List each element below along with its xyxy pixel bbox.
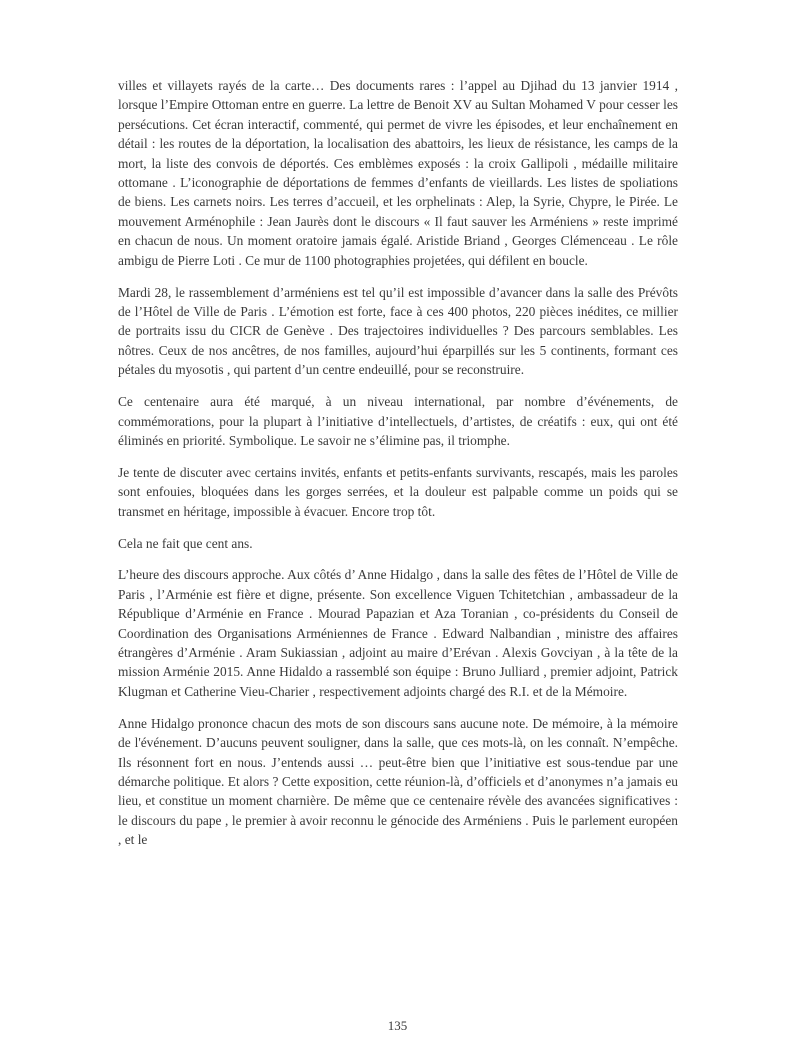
paragraph-6: L’heure des discours approche. Aux côtés d’ Anne Hidalgo , dans la salle des fêtes de l’Hôtel de Ville de Paris , l’Arménie est fière et digne, présente. Son excellence Viguen Tchitetchian , ambassadeur de la République d’Arménie en France . Mourad Papazian et Aza Toranian , co-présidents du Conseil de Coordination des Organisations Arméniennes de France . Edward Nalbandian , ministre des affaires étrangères d’Arménie . Aram Sukiassian , adjoint au maire d’Erévan . Alexis Govciyan , à la tête de la mission Arménie 2015. Anne Hidaldo a rassemblé son équipe : Bruno Julliard , premier adjoint, Patrick Klugman et Catherine Vieu-Charier , respectivement adjoints chargé des R.I. et de la Mémoire. xyxy=(118,567,678,699)
paragraph-7: Anne Hidalgo prononce chacun des mots de son discours sans aucune note. De mémoire, à la mémoire de l'événement. D’aucuns peuvent souligner, dans la salle, que ces mots-là, on les connaît. N’empêche. Ils résonnent fort en nous. J’entends aussi … peut-être bien que l’initiative est sous-tendue par une démarche politique. Et alors ? Cette exposition, cette réunion-là, d’officiels et d’anonymes n’a jamais eu lieu, et constitue un moment charnière. De même que ce centenaire révèle des avancées significatives : le discours du pape , le premier à avoir reconnu le génocide des Arméniens . Puis le parlement européen , et le xyxy=(118,715,678,848)
paragraph-5: Cela ne fait que cent ans. xyxy=(118,535,253,551)
paragraph-4: Je tente de discuter avec certains invités, enfants et petits-enfants survivants, rescapés, mais les paroles sont enfouies, bloquées dans les gorges serrées, et la douleur est palpable comme un poids qui se transmet en héritage, impossible à évacuer. Encore trop tôt. xyxy=(118,464,678,519)
paragraph-3: Ce centenaire aura été marqué, à un niveau international, par nombre d’événements, de commémorations, pour la plupart à l’initiative d’intellectuels, d’artistes, de créatifs : eux, qui ont été éliminés en priorité. Symbolique. Le savoir ne s’élimine pas, il triomphe. xyxy=(118,394,678,448)
page-number: 135 xyxy=(387,1018,408,1033)
page-body xyxy=(118,76,678,862)
paragraph-1: villes et villayets rayés de la carte… Des documents rares : l’appel au Djihad du 13 janvier 1914 , lorsque l’Empire Ottoman entre en guerre. La lettre de Benoit XV au Sultan Mohamed V pour cesser les persécutions. Cet écran interactif, commenté, qui permet de vivre les épisodes, et leur enchaînement en détail : les routes de la déportation, la localisation des abattoirs, les lieux de résistance, les camps de la mort, la liste des convois de déportés. Ces emblèmes exposés : la croix Gallipoli , médaille militaire ottomane . L’iconographie de déportations de femmes d’enfants de vieillards. Les listes de spoliations de biens. Les carnets noirs. Les terres d’accueil, et les orphelinats : Alep, la Syrie, Chypre, le Pirée. Le mouvement Arménophile : Jean Jaurès dont le discours « Il faut sauver les Arméniens » reste imprimé en chacun de nous. Un moment oratoire jamais égalé. Aristide Briand , Georges Clémenceau . Le rôle ambigu de Pierre Loti . Ce mur de 1100 photographies projetées, qui défilent en boucle. xyxy=(118,78,678,268)
paragraph-2: Mardi 28, le rassemblement d’arméniens est tel qu’il est impossible d’avancer dans la salle des Prévôts de l’Hôtel de Ville de Paris . L’émotion est forte, face à ces 400 photos, 220 pièces inédites, ce millier de portraits issu du CICR de Genève . Des trajectoires individuelles ? Des parcours semblables. Les nôtres. Ceux de nos ancêtres, de nos familles, aujourd’hui éparpillés sur les 5 continents, formant ces pétales du myosotis , qui partent d’un centre endeuillé, pour se reconstruire. xyxy=(118,284,678,378)
